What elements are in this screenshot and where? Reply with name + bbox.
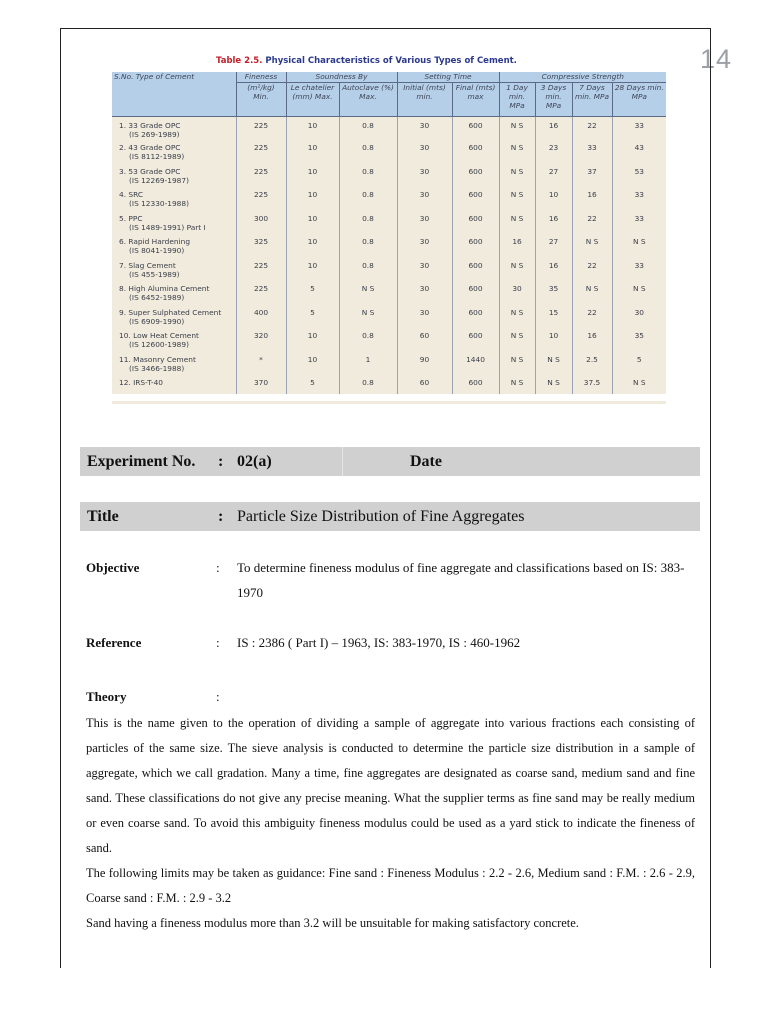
table-cell-d7: 37.5 [572, 378, 612, 394]
header-3-days: 3 Days min. MPa [535, 82, 572, 116]
table-row [112, 331, 666, 355]
table-cell-d1: N S [499, 355, 535, 379]
table-row [112, 116, 666, 143]
table-cell-d28: N S [632, 284, 646, 293]
table-cell-d1: N S [499, 331, 535, 355]
table-cell-fineness: 320 [236, 331, 286, 355]
table-cell-le_chatelier: 10 [286, 143, 339, 167]
table-cell-d7: 22 [572, 261, 612, 285]
objective-text: To determine fineness modulus of fine aggregate and classifications based on IS: 383-1970 [237, 560, 685, 600]
theory-paragraph-1: This is the name given to the operation of dividing a sample of aggregate into various fractions each consisting of particles of the same size. The sieve analysis is conducted to determine the particle size distribution in a sample of aggregate, which we call gradation. Many a time, fine aggregates are designated as coarse sand, medium sand and fine sand. These classifications do not give any precise meaning. What the supplier terms as fine sand may be really medium or even coarse sand. To avoid this ambiguity fineness modulus could be used as a yard stick to indicate the fineness of sand. [86, 716, 695, 855]
cement-type-name: 2. 43 Grade OPC [119, 143, 181, 152]
table-cell-le_chatelier: 10 [286, 237, 339, 261]
table-cell-le_chatelier: 5 [286, 284, 339, 308]
table-cell-autoclave: 0.8 [339, 214, 397, 238]
theory-colon: : [216, 689, 220, 704]
table-cell-d7: 16 [572, 190, 612, 214]
cement-type-cell [112, 167, 236, 191]
table-cell-d3: 10 [535, 190, 572, 214]
table-cell-initial: 30 [397, 284, 452, 308]
table-cell-final: 600 [452, 378, 499, 394]
table-cell-fineness: 225 [236, 190, 286, 214]
date-label: Date [410, 453, 442, 470]
table-cell-d3: 23 [535, 143, 572, 167]
table-cell-d1: 16 [499, 237, 535, 261]
table-cell-fineness: 300 [236, 214, 286, 238]
table-cell-final: 600 [452, 214, 499, 238]
cement-standard: (IS 1489-1991) Part I [129, 222, 206, 232]
table-cell-d1: N S [499, 308, 535, 332]
cement-type-cell [112, 378, 236, 394]
table-cell-d28: 53 [634, 166, 644, 176]
table-cell-initial: 30 [397, 237, 452, 261]
table-cell-d7: 37 [572, 167, 612, 191]
table-cell-d7: 22 [572, 116, 612, 143]
cement-type-cell [112, 284, 236, 308]
cement-type-cell [112, 214, 236, 238]
table-cell-d7: N S [572, 284, 612, 308]
reference-label: Reference [86, 635, 142, 650]
table-cell-d7: 33 [572, 143, 612, 167]
table-cell-d28: N S [632, 378, 646, 387]
cement-standard: (IS 8041-1990) [129, 246, 185, 255]
table-cell-d1: N S [499, 261, 535, 285]
table-cell-final: 600 [452, 261, 499, 285]
table-row [112, 355, 666, 379]
table-row [112, 190, 666, 214]
cement-standard: (IS 455-1989) [129, 269, 180, 279]
table-cell-d28: 30 [634, 307, 644, 317]
table-cell-d28: 33 [634, 213, 644, 223]
table-cell-final: 600 [452, 331, 499, 355]
title-colon: : [218, 508, 224, 525]
table-cell-d28: 35 [634, 331, 644, 340]
header-final: Final (mts) max [452, 82, 499, 116]
table-cell-le_chatelier: 5 [286, 378, 339, 394]
table-cell-d28: 33 [634, 190, 644, 199]
table-row [112, 167, 666, 191]
table-row [112, 284, 666, 308]
table-cell-d1: N S [499, 143, 535, 167]
table-cell-autoclave: 1 [339, 355, 397, 379]
cement-type-name: 7. Slag Cement [119, 260, 176, 270]
experiment-colon: : [218, 453, 224, 470]
table-cell-d28: 33 [634, 120, 644, 130]
cement-standard: (IS 6909-1990) [129, 316, 185, 326]
table-cell-le_chatelier: 10 [286, 167, 339, 191]
header-28-days: 28 Days min. MPa [612, 82, 666, 116]
table-cell-autoclave: N S [339, 308, 397, 332]
table-cell-initial: 90 [397, 355, 452, 379]
cement-standard: (IS 3466-1988) [129, 363, 185, 373]
table-cell-final: 600 [452, 143, 499, 167]
table-cell-autoclave: 0.8 [339, 190, 397, 214]
cement-type-cell [112, 190, 236, 214]
cement-standard: (IS 12330-1988) [129, 199, 189, 208]
table-cell-initial: 60 [397, 331, 452, 355]
cement-standard: (IS 269-1989) [129, 129, 180, 139]
header-7-days: 7 Days min. MPa [572, 82, 612, 116]
experiment-title: Particle Size Distribution of Fine Aggregates [237, 508, 525, 525]
table-cell-le_chatelier: 10 [286, 116, 339, 143]
experiment-label: Experiment No. [87, 453, 196, 470]
table-cell-autoclave: 0.8 [339, 167, 397, 191]
table-cell-fineness: 225 [236, 284, 286, 308]
theory-paragraph-3: Sand having a fineness modulus more than 3.2 will be unsuitable for making satisfactory concrete. [86, 916, 579, 930]
table-row [112, 143, 666, 167]
table-cell-d1: N S [499, 116, 535, 143]
cement-type-cell [112, 143, 236, 167]
table-cell-autoclave: 0.8 [339, 116, 397, 143]
table-cell-d1: N S [499, 190, 535, 214]
table-cell-d28: 33 [634, 260, 644, 270]
reference-field [86, 630, 701, 656]
cement-characteristics-table [112, 72, 666, 394]
table-title: Physical Characteristics of Various Types of Cement. [265, 56, 517, 66]
table-cell-le_chatelier: 5 [286, 308, 339, 332]
table-cell-fineness: 325 [236, 237, 286, 261]
cement-type-name: 1. 33 Grade OPC [119, 120, 181, 130]
table-bottom-margin [112, 401, 666, 404]
table-cell-d3: 10 [535, 331, 572, 355]
table-cell-d1: N S [499, 167, 535, 191]
table-cell-final: 600 [452, 116, 499, 143]
table-row [112, 214, 666, 238]
table-cell-autoclave: 0.8 [339, 378, 397, 394]
table-cell-initial: 60 [397, 378, 452, 394]
table-cell-fineness: 225 [236, 143, 286, 167]
table-cell-d3: 35 [535, 284, 572, 308]
table-cell-le_chatelier: 10 [286, 214, 339, 238]
table-cell-d3: N S [535, 355, 572, 379]
table-cell-initial: 30 [397, 143, 452, 167]
table-cell-fineness: 400 [236, 308, 286, 332]
theory-paragraph-2: The following limits may be taken as guidance: Fine sand : Fineness Modulus : 2.2 - 2.6, Medium sand : F.M. : 2.6 - 2.9, Coarse sand : F.M. : 2.9 - 3.2 [86, 866, 695, 905]
cement-type-cell [112, 355, 236, 379]
header-compressive-strength: Compressive Strength [499, 72, 666, 82]
header-1-day: 1 Day min. MPa [499, 82, 535, 116]
cement-type-name: 11. Masonry Cement [119, 354, 196, 364]
table-cell-le_chatelier: 10 [286, 190, 339, 214]
cement-standard: (IS 6452-1989) [129, 293, 185, 302]
table-cell-fineness: 225 [236, 261, 286, 285]
table-cell-autoclave: 0.8 [339, 143, 397, 167]
reference-text: IS : 2386 ( Part I) – 1963, IS: 383-1970, IS : 460-1962 [237, 635, 521, 650]
table-cell-d1: N S [499, 214, 535, 238]
table-cell-d7: 22 [572, 308, 612, 332]
table-cell-d7: 2.5 [572, 355, 612, 379]
table-cell-autoclave: 0.8 [339, 237, 397, 261]
table-cell-le_chatelier: 10 [286, 261, 339, 285]
table-row [112, 261, 666, 285]
experiment-number: 02(a) [237, 453, 272, 470]
table-cell-d7: 16 [572, 331, 612, 355]
table-cell-d3: 27 [535, 237, 572, 261]
table-cell-fineness: 225 [236, 116, 286, 143]
table-cell-initial: 30 [397, 116, 452, 143]
table-cell-d3: 16 [535, 261, 572, 285]
cement-type-name: 9. Super Sulphated Cement [119, 307, 222, 317]
cement-type-cell [112, 308, 236, 332]
table-cell-fineness: 370 [236, 378, 286, 394]
theory-body [86, 711, 695, 936]
table-cell-d7: N S [572, 237, 612, 261]
cement-type-name: 12. IRS-T-40 [119, 378, 164, 387]
page-number: 14 [700, 44, 733, 74]
table-cell-final: 1440 [452, 355, 499, 379]
title-label: Title [87, 508, 119, 525]
table-number: Table 2.5. [216, 56, 263, 66]
cement-type-name: 5. PPC [119, 213, 143, 223]
table-cell-d3: 15 [535, 308, 572, 332]
cement-standard: (IS 12600-1989) [129, 340, 189, 349]
experiment-bar [80, 447, 700, 476]
cement-standard: (IS 12269-1987) [129, 175, 189, 185]
table-cell-d1: N S [499, 378, 535, 394]
theory-field [86, 684, 701, 710]
theory-label: Theory [86, 689, 127, 704]
cement-type-cell [112, 331, 236, 355]
table-cell-fineness: 225 [236, 167, 286, 191]
table-cell-final: 600 [452, 190, 499, 214]
table-cell-final: 600 [452, 237, 499, 261]
table-caption [216, 56, 556, 66]
cement-type-cell [112, 237, 236, 261]
header-le-chatelier: Le chatelier (mm) Max. [286, 82, 339, 116]
cement-standard: (IS 8112-1989) [129, 152, 185, 161]
header-setting-time: Setting Time [397, 72, 499, 82]
table-cell-autoclave: N S [339, 284, 397, 308]
table-cell-d1: 30 [499, 284, 535, 308]
table-cell-le_chatelier: 10 [286, 331, 339, 355]
header-autoclave: Autoclave (%) Max. [339, 82, 397, 116]
header-fineness: Fineness [236, 72, 286, 82]
table-cell-initial: 30 [397, 214, 452, 238]
table-row [112, 378, 666, 394]
cement-type-name: 4. SRC [119, 190, 144, 199]
table-cell-d3: 27 [535, 167, 572, 191]
table-cell-autoclave: 0.8 [339, 261, 397, 285]
table-cell-d3: 16 [535, 116, 572, 143]
table-cell-fineness: * [236, 355, 286, 379]
cement-type-name: 8. High Alumina Cement [119, 284, 210, 293]
table-cell-le_chatelier: 10 [286, 355, 339, 379]
table-cell-d7: 22 [572, 214, 612, 238]
table-cell-d3: N S [535, 378, 572, 394]
table-cell-d28: 5 [636, 354, 642, 364]
cement-type-name: 6. Rapid Hardening [119, 237, 191, 246]
title-bar [80, 502, 700, 531]
table-cell-final: 600 [452, 308, 499, 332]
cement-type-name: 3. 53 Grade OPC [119, 166, 181, 176]
table-cell-initial: 30 [397, 167, 452, 191]
cement-type-name: 10. Low Heat Cement [119, 331, 199, 340]
bar-divider [342, 447, 343, 476]
table-cell-final: 600 [452, 167, 499, 191]
objective-colon: : [216, 560, 220, 575]
table-cell-initial: 30 [397, 190, 452, 214]
objective-label: Objective [86, 560, 140, 575]
table-cell-d28: 43 [634, 143, 644, 152]
table-row [112, 237, 666, 261]
table-cell-d28: N S [632, 237, 646, 246]
objective-field [86, 555, 701, 607]
header-sno-type: S.No. Type of Cement [112, 72, 236, 116]
table-cell-d3: 16 [535, 214, 572, 238]
table-cell-autoclave: 0.8 [339, 331, 397, 355]
table-row [112, 308, 666, 332]
header-soundness: Soundness By [286, 72, 397, 82]
header-fineness-unit: (m²/kg) Min. [236, 82, 286, 116]
table-cell-initial: 30 [397, 261, 452, 285]
cement-type-cell [112, 116, 236, 143]
table-cell-initial: 30 [397, 308, 452, 332]
reference-colon: : [216, 635, 220, 650]
header-initial: Initial (mts) min. [397, 82, 452, 116]
cement-type-cell [112, 261, 236, 285]
table-cell-final: 600 [452, 284, 499, 308]
